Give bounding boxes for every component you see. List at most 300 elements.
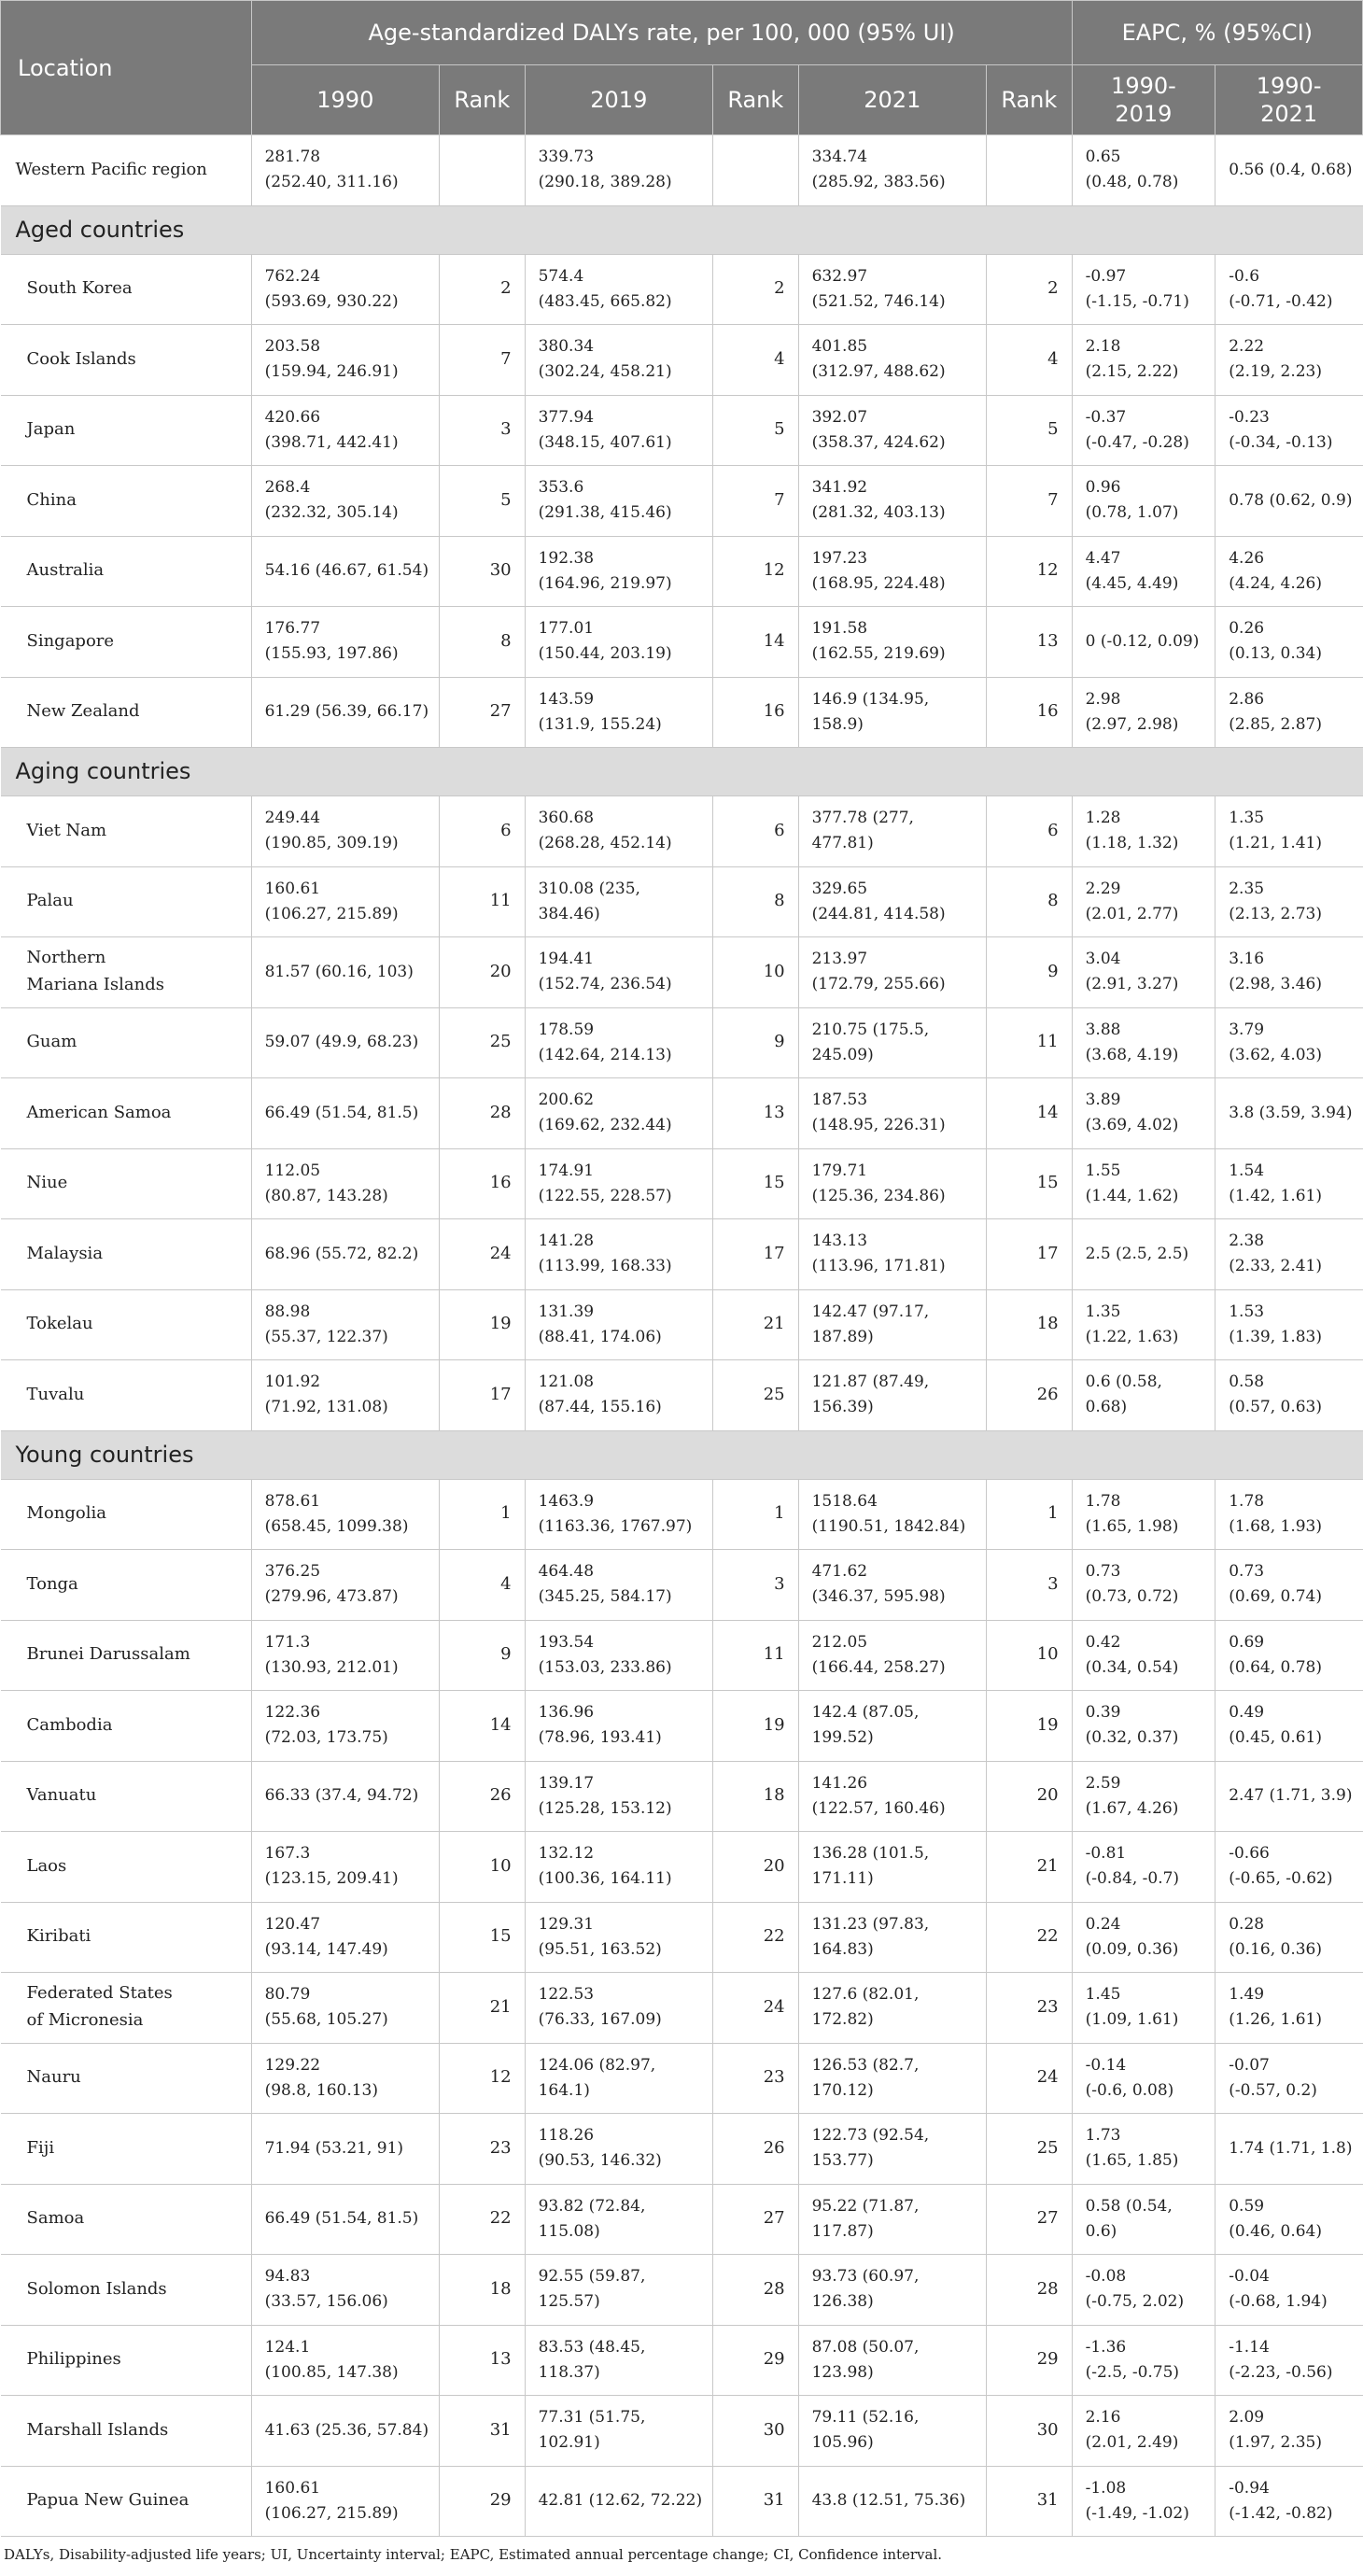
eapc-1990-2021-cell-text: 2.22: [1229, 337, 1265, 357]
rank-2021-cell: [987, 1479, 1073, 1550]
rank-1990-cell-text: 30: [489, 560, 512, 581]
rank-1990-cell: [440, 254, 526, 325]
eapc-1990-2021-cell-text: (2.33, 2.41): [1229, 1257, 1323, 1276]
table-row: [1, 1007, 1363, 1078]
eapc-1990-2021-cell-text: 1.53: [1229, 1302, 1265, 1321]
eapc-1990-2021-cell-text: 2.86: [1229, 689, 1265, 709]
rank-1990-cell: [440, 1289, 526, 1360]
location-cell-text: Tonga: [26, 1573, 78, 1594]
rank-2019-cell-text: 15: [763, 1173, 785, 1193]
dalys-1990-cell-text: 120.47: [264, 1914, 321, 1934]
dalys-1990-cell-text: 249.44: [264, 809, 321, 828]
dalys-2021-cell: [798, 2043, 986, 2114]
eapc-1990-2021-cell-text: 0.69: [1229, 1632, 1265, 1652]
eapc-1990-2019-cell-text: 2.98: [1085, 689, 1121, 709]
rank-1990-cell-text: 31: [489, 2419, 512, 2440]
rank-1990-cell: [440, 1620, 526, 1691]
header-eapc: EAPC, % (95%CI): [1072, 1, 1362, 65]
eapc-1990-2019-cell-text: 0.96: [1085, 478, 1121, 498]
table-row: [1, 536, 1363, 607]
dalys-2021-cell: [798, 1289, 986, 1360]
dalys-2019-cell: [525, 1620, 712, 1691]
eapc-1990-2021-cell: [1215, 466, 1363, 537]
dalys-1990-cell-text: 112.05: [264, 1161, 321, 1180]
rank-1990-cell-text: 26: [489, 1785, 512, 1806]
location-cell: [1, 1902, 252, 1973]
location-cell: [1, 2466, 252, 2537]
location-cell: [1, 1078, 252, 1149]
eapc-1990-2021-cell: [1215, 1550, 1363, 1621]
rank-2019-cell: [713, 135, 799, 206]
dalys-2021-cell-text: (168.95, 224.48): [811, 573, 946, 593]
rank-2019-cell: [713, 1973, 799, 2044]
dalys-1990-cell-text: 878.61: [264, 1491, 321, 1511]
dalys-2021-cell-text: 191.58: [811, 619, 868, 639]
dalys-2019-cell-text: (100.36, 164.11): [538, 1869, 672, 1889]
eapc-1990-2019-cell-text: 2.5 (2.5, 2.5): [1085, 1244, 1189, 1263]
eapc-1990-2019-cell: [1072, 607, 1215, 678]
eapc-1990-2019-cell-text: (2.91, 3.27): [1085, 975, 1179, 994]
eapc-1990-2019-cell-text: -0.81: [1085, 1844, 1127, 1864]
table-row: [1, 2184, 1363, 2255]
table-row: [1, 1289, 1363, 1360]
header-2021: 2021: [798, 65, 986, 135]
eapc-1990-2019-cell-text: -0.08: [1085, 2267, 1127, 2287]
dalys-1990-cell-text: (155.93, 197.86): [264, 644, 399, 664]
rank-2021-cell: [987, 1078, 1073, 1149]
rank-2019-cell-text: 14: [763, 630, 785, 651]
table-row: [1, 2114, 1363, 2185]
dalys-2021-cell: [798, 2466, 986, 2537]
rank-2019-cell-text: 23: [763, 2067, 785, 2088]
rank-2021-cell: [987, 2114, 1073, 2185]
location-cell: [1, 1007, 252, 1078]
rank-2021-cell-text: 5: [1047, 419, 1059, 440]
eapc-1990-2021-cell-text: (1.26, 1.61): [1229, 2010, 1323, 2030]
location-cell-text: Brunei Darussalam: [26, 1644, 190, 1665]
eapc-1990-2019-cell: [1072, 677, 1215, 748]
rank-1990-cell-text: 13: [489, 2349, 512, 2370]
eapc-1990-2021-cell: [1215, 395, 1363, 466]
location-cell-text: Viet Nam: [26, 820, 107, 840]
dalys-2019-cell-text: 194.41: [538, 950, 595, 969]
rank-2019-cell-text: 13: [763, 1102, 785, 1122]
rank-2019-cell: [713, 2114, 799, 2185]
dalys-2021-cell-text: 392.07: [811, 407, 868, 427]
dalys-2021-cell: [798, 325, 986, 396]
dalys-1990-cell-text: 129.22: [264, 2055, 321, 2075]
location-cell: [1, 1289, 252, 1360]
rank-2019-cell: [713, 1691, 799, 1762]
rank-1990-cell-text: 28: [489, 1102, 512, 1122]
dalys-2021-cell-text: 213.97: [811, 950, 868, 969]
rank-2021-cell: [987, 866, 1073, 937]
rank-2021-cell: [987, 1550, 1073, 1621]
dalys-2019-cell: [525, 1007, 712, 1078]
location-cell-text: Kiribati: [26, 1926, 91, 1947]
dalys-1990-cell-text: 376.25: [264, 1562, 321, 1582]
dalys-2019-cell-text: (268.28, 452.14): [538, 834, 672, 853]
dalys-2021-cell-text: (285.92, 383.56): [811, 173, 946, 192]
dalys-2019-cell: [525, 254, 712, 325]
dalys-2021-cell-text: 401.85: [811, 337, 868, 357]
rank-1990-cell-text: 1: [500, 1503, 512, 1524]
eapc-1990-2021-cell-text: -0.04: [1229, 2267, 1270, 2287]
rank-2019-cell-text: 11: [763, 1644, 785, 1665]
dalys-2019-cell-text: 122.53: [538, 1985, 595, 2005]
dalys-2021-cell-text: (1190.51, 1842.84): [811, 1516, 966, 1536]
dalys-2021-cell: [798, 1973, 986, 2044]
dalys-2019-cell-text: (1163.36, 1767.97): [538, 1516, 693, 1536]
eapc-1990-2021-cell: [1215, 1902, 1363, 1973]
rank-2019-cell: [713, 1148, 799, 1219]
table-row: [1, 866, 1363, 937]
rank-2021-cell: [987, 2255, 1073, 2326]
eapc-1990-2019-cell-text: 3.04: [1085, 950, 1121, 969]
eapc-1990-2021-cell-text: (-2.23, -0.56): [1229, 2362, 1333, 2382]
dalys-2019-cell-text: 118.26: [538, 2126, 595, 2146]
rank-2019-cell-text: 27: [763, 2208, 785, 2229]
eapc-1990-2021-cell: [1215, 677, 1363, 748]
eapc-1990-2019-cell-text: 1.73: [1085, 2126, 1121, 2146]
rank-1990-cell: [440, 796, 526, 867]
dalys-2021-cell: [798, 1620, 986, 1691]
dalys-2019-cell-text: 132.12: [538, 1844, 595, 1864]
eapc-1990-2021-cell: [1215, 607, 1363, 678]
eapc-1990-2019-cell-text: (0.34, 0.54): [1085, 1657, 1179, 1677]
rank-2021-cell-text: 24: [1036, 2067, 1059, 2088]
location-cell: [1, 395, 252, 466]
dalys-2021-cell-text: 142.4 (87.05, 199.52): [811, 1703, 920, 1748]
rank-1990-cell: [440, 1078, 526, 1149]
eapc-1990-2021-cell: [1215, 2255, 1363, 2326]
eapc-1990-2021-cell: [1215, 2466, 1363, 2537]
rank-2019-cell: [713, 1902, 799, 1973]
rank-2021-cell: [987, 135, 1073, 206]
table-row: [1, 1479, 1363, 1550]
rank-1990-cell: [440, 2396, 526, 2467]
rank-2019-cell: [713, 325, 799, 396]
dalys-2021-cell: [798, 466, 986, 537]
location-cell-text: Tokelau: [26, 1314, 93, 1334]
location-cell-text: Papua New Guinea: [26, 2490, 190, 2511]
dalys-2021-cell: [798, 2325, 986, 2396]
rank-2021-cell: [987, 937, 1073, 1008]
eapc-1990-2019-cell-text: 0.65: [1085, 148, 1121, 167]
rank-2021-cell: [987, 1973, 1073, 2044]
dalys-1990-cell: [251, 677, 439, 748]
rank-2019-cell-text: 7: [774, 489, 785, 510]
rank-2019-cell-text: 28: [763, 2278, 785, 2299]
dalys-2019-cell-text: 178.59: [538, 1020, 595, 1039]
eapc-1990-2021-cell: [1215, 2043, 1363, 2114]
dalys-2019-cell-text: (291.38, 415.46): [538, 503, 672, 523]
dalys-1990-cell-text: 420.66: [264, 407, 321, 427]
eapc-1990-2021-cell-text: 2.47 (1.71, 3.9): [1229, 1786, 1353, 1806]
eapc-1990-2019-cell: [1072, 866, 1215, 937]
eapc-1990-2019-cell: [1072, 2184, 1215, 2255]
dalys-2019-cell: [525, 395, 712, 466]
eapc-1990-2019-cell-text: (1.65, 1.98): [1085, 1516, 1179, 1536]
dalys-2019-cell: [525, 866, 712, 937]
dalys-2019-cell-text: 83.53 (48.45, 118.37): [538, 2337, 646, 2382]
eapc-1990-2021-cell: [1215, 1761, 1363, 1832]
rank-2019-cell: [713, 1620, 799, 1691]
dalys-1990-cell: [251, 1148, 439, 1219]
location-cell-text: Japan: [26, 419, 76, 440]
eapc-1990-2021-cell: [1215, 2396, 1363, 2467]
dalys-1990-cell: [251, 2043, 439, 2114]
dalys-2021-cell-text: (162.55, 219.69): [811, 644, 946, 664]
eapc-1990-2019-cell: [1072, 1761, 1215, 1832]
dalys-1990-cell-text: 160.61: [264, 879, 321, 898]
eapc-1990-2019-cell: [1072, 1479, 1215, 1550]
dalys-2019-cell-text: 380.34: [538, 337, 595, 357]
dalys-2019-cell: [525, 1832, 712, 1903]
eapc-1990-2021-cell-text: (2.85, 2.87): [1229, 714, 1323, 734]
eapc-1990-2021-cell-text: (4.24, 4.26): [1229, 573, 1323, 593]
rank-1990-cell-text: 9: [500, 1644, 512, 1665]
eapc-1990-2021-cell-text: (2.19, 2.23): [1229, 362, 1323, 382]
eapc-1990-2021-cell-text: 0.73: [1229, 1562, 1265, 1582]
table-row: [1, 1360, 1363, 1431]
dalys-2019-cell-text: 139.17: [538, 1773, 595, 1793]
rank-1990-cell: [440, 2184, 526, 2255]
dalys-1990-cell-text: (106.27, 215.89): [264, 904, 399, 923]
dalys-2021-cell-text: 187.53: [811, 1091, 868, 1110]
dalys-2019-cell: [525, 466, 712, 537]
dalys-2021-cell: [798, 1007, 986, 1078]
rank-1990-cell: [440, 395, 526, 466]
eapc-1990-2019-cell-text: 1.45: [1085, 1985, 1121, 2005]
dalys-2021-cell: [798, 1148, 986, 1219]
dalys-2019-cell: [525, 2396, 712, 2467]
rank-2019-cell-text: 26: [763, 2137, 785, 2158]
dalys-1990-cell-text: 94.83: [264, 2267, 311, 2287]
eapc-1990-2021-cell-text: (1.97, 2.35): [1229, 2433, 1323, 2453]
rank-1990-cell-text: 23: [489, 2137, 512, 2158]
group-header-row: [1, 1430, 1363, 1479]
eapc-1990-2021-cell: [1215, 325, 1363, 396]
rank-1990-cell: [440, 2043, 526, 2114]
dalys-1990-cell-text: 176.77: [264, 619, 321, 639]
table-row: [1, 254, 1363, 325]
dalys-1990-cell: [251, 607, 439, 678]
location-cell: [1, 866, 252, 937]
eapc-1990-2019-cell: [1072, 135, 1215, 206]
rank-1990-cell-text: 2: [500, 278, 512, 299]
dalys-2021-cell-text: (358.37, 424.62): [811, 432, 946, 452]
dalys-2019-cell-text: (131.9, 155.24): [538, 714, 662, 734]
location-cell: [1, 2396, 252, 2467]
header-location: Location: [1, 1, 252, 135]
rank-2021-cell-text: 14: [1036, 1102, 1059, 1122]
eapc-1990-2021-cell-text: 2.09: [1229, 2408, 1265, 2428]
dalys-1990-cell: [251, 2466, 439, 2537]
rank-2021-cell-text: 17: [1036, 1243, 1059, 1263]
rank-1990-cell: [440, 1148, 526, 1219]
dalys-2021-cell-text: (113.96, 171.81): [811, 1257, 946, 1276]
rank-2019-cell-text: 29: [763, 2349, 785, 2370]
rank-1990-cell: [440, 466, 526, 537]
dalys-1990-cell-text: (55.68, 105.27): [264, 2010, 388, 2030]
region-row: [1, 135, 1363, 206]
dalys-1990-cell-text: (123.15, 209.41): [264, 1869, 399, 1889]
dalys-2019-cell-text: (152.74, 236.54): [538, 975, 672, 994]
dalys-1990-cell-text: 41.63 (25.36, 57.84): [264, 2420, 429, 2440]
eapc-1990-2019-cell-text: (3.69, 4.02): [1085, 1116, 1179, 1135]
table-row: [1, 1832, 1363, 1903]
rank-1990-cell: [440, 1007, 526, 1078]
dalys-1990-cell: [251, 2114, 439, 2185]
dalys-1990-cell: [251, 2396, 439, 2467]
dalys-2019-cell: [525, 1973, 712, 2044]
dalys-2021-cell-text: 329.65: [811, 879, 868, 898]
eapc-1990-2021-cell-text: 0.58: [1229, 1372, 1265, 1392]
rank-2021-cell: [987, 325, 1073, 396]
dalys-1990-cell-text: 88.98: [264, 1302, 311, 1321]
rank-2019-cell-text: 22: [763, 1926, 785, 1947]
dalys-1990-cell-text: 268.4: [264, 478, 311, 498]
eapc-1990-2021-cell-text: 1.49: [1229, 1985, 1265, 2005]
dalys-2019-cell: [525, 607, 712, 678]
dalys-2021-cell-text: 197.23: [811, 548, 868, 568]
dalys-1990-cell-text: (71.92, 131.08): [264, 1398, 388, 1417]
location-cell: [1, 1219, 252, 1290]
eapc-1990-2019-cell: [1072, 1078, 1215, 1149]
eapc-1990-2021-cell: [1215, 1691, 1363, 1762]
eapc-1990-2019-cell-text: -0.14: [1085, 2055, 1127, 2075]
dalys-2021-cell-text: 179.71: [811, 1161, 868, 1180]
rank-2019-cell-text: 25: [763, 1384, 785, 1404]
location-cell-text: Vanuatu: [26, 1785, 97, 1806]
dalys-2019-cell: [525, 2184, 712, 2255]
eapc-1990-2019-cell: [1072, 1360, 1215, 1431]
table-row: [1, 1219, 1363, 1290]
rank-1990-cell-text: 18: [489, 2278, 512, 2299]
rank-2021-cell: [987, 1620, 1073, 1691]
dalys-2021-cell-text: (521.52, 746.14): [811, 291, 946, 311]
eapc-1990-2019-cell: [1072, 2255, 1215, 2326]
eapc-1990-2019-cell: [1072, 536, 1215, 607]
dalys-2019-cell: [525, 2114, 712, 2185]
group-title: Young countries: [1, 1430, 1363, 1479]
table-row: [1, 607, 1363, 678]
dalys-2021-cell: [798, 796, 986, 867]
dalys-2021-cell-text: (172.79, 255.66): [811, 975, 946, 994]
rank-2019-cell-text: 10: [763, 961, 785, 981]
rank-2021-cell: [987, 536, 1073, 607]
dalys-2019-cell-text: 143.59: [538, 689, 595, 709]
dalys-2019-cell: [525, 677, 712, 748]
dalys-2019-cell-text: (95.51, 163.52): [538, 1939, 662, 1959]
rank-2019-cell-text: 21: [763, 1314, 785, 1334]
rank-2021-cell-text: 31: [1036, 2490, 1059, 2511]
rank-2021-cell-text: 23: [1036, 1996, 1059, 2017]
rank-1990-cell-text: 6: [500, 820, 512, 840]
eapc-1990-2019-cell-text: 2.59: [1085, 1773, 1121, 1793]
location-cell-text: Tuvalu: [26, 1384, 85, 1404]
eapc-1990-2019-cell-text: 1.78: [1085, 1491, 1121, 1511]
header-rank-2019: Rank: [713, 65, 799, 135]
table-row: [1, 796, 1363, 867]
location-cell: [1, 1620, 252, 1691]
rank-1990-cell: [440, 677, 526, 748]
location-cell-text: Solomon Islands: [26, 2278, 167, 2299]
location-cell-text: Western Pacific region: [15, 159, 207, 179]
eapc-1990-2019-cell: [1072, 1289, 1215, 1360]
dalys-2019-cell-text: (153.03, 233.86): [538, 1657, 672, 1677]
dalys-2019-cell-text: (348.15, 407.61): [538, 432, 672, 452]
eapc-1990-2019-cell-text: 0 (-0.12, 0.09): [1085, 631, 1200, 651]
location-cell-text: Australia: [26, 560, 105, 581]
eapc-1990-2021-cell-text: 1.78: [1229, 1491, 1265, 1511]
eapc-1990-2019-cell-text: -1.08: [1085, 2478, 1127, 2498]
eapc-1990-2021-cell-text: (-0.65, -0.62): [1229, 1869, 1333, 1889]
rank-1990-cell: [440, 1973, 526, 2044]
dalys-2019-cell-text: (76.33, 167.09): [538, 2010, 662, 2030]
location-cell: [1, 254, 252, 325]
rank-1990-cell: [440, 1691, 526, 1762]
group-title: Aging countries: [1, 748, 1363, 796]
location-cell-text: South Korea: [26, 278, 133, 299]
location-cell-text: Nauru: [26, 2067, 81, 2088]
rank-2019-cell: [713, 1550, 799, 1621]
eapc-1990-2019-cell-text: 1.28: [1085, 809, 1121, 828]
dalys-2019-cell-text: (113.99, 168.33): [538, 1257, 672, 1276]
rank-2019-cell: [713, 2466, 799, 2537]
location-cell-text: Samoa: [26, 2208, 85, 2229]
dalys-2019-cell: [525, 1289, 712, 1360]
dalys-1990-cell: [251, 1761, 439, 1832]
rank-2021-cell: [987, 1902, 1073, 1973]
eapc-1990-2021-cell-text: 1.74 (1.71, 1.8): [1229, 2138, 1353, 2158]
dalys-2019-cell: [525, 1902, 712, 1973]
eapc-1990-2019-cell-text: (1.65, 1.85): [1085, 2151, 1179, 2171]
dalys-2019-cell: [525, 135, 712, 206]
rank-2019-cell: [713, 1078, 799, 1149]
eapc-1990-2021-cell-text: (-0.34, -0.13): [1229, 432, 1333, 452]
eapc-1990-2021-cell-text: -0.07: [1229, 2055, 1270, 2075]
dalys-2019-cell: [525, 1078, 712, 1149]
rank-2019-cell: [713, 2255, 799, 2326]
eapc-1990-2021-cell: [1215, 1007, 1363, 1078]
eapc-1990-2019-cell-text: 0.24: [1085, 1914, 1121, 1934]
eapc-1990-2019-cell-text: (-0.6, 0.08): [1085, 2080, 1174, 2100]
dalys-2019-cell-text: (150.44, 203.19): [538, 644, 672, 664]
rank-2019-cell: [713, 2043, 799, 2114]
location-cell: [1, 1479, 252, 1550]
dalys-1990-cell-text: 80.79: [264, 1985, 311, 2005]
eapc-1990-2021-cell-text: (-0.57, 0.2): [1229, 2080, 1317, 2100]
dalys-2019-cell-text: (142.64, 214.13): [538, 1045, 672, 1064]
rank-1990-cell: [440, 866, 526, 937]
rank-2019-cell: [713, 677, 799, 748]
dalys-2021-cell: [798, 607, 986, 678]
rank-1990-cell: [440, 2255, 526, 2326]
dalys-1990-cell: [251, 1902, 439, 1973]
dalys-1990-cell-text: 68.96 (55.72, 82.2): [264, 1244, 419, 1263]
dalys-2021-cell-text: 126.53 (82.7, 170.12): [811, 2055, 920, 2100]
eapc-1990-2019-cell-text: 3.89: [1085, 1091, 1121, 1110]
eapc-1990-2019-cell: [1072, 1832, 1215, 1903]
dalys-2019-cell: [525, 1219, 712, 1290]
rank-2021-cell: [987, 607, 1073, 678]
dalys-1990-cell-text: 66.49 (51.54, 81.5): [264, 1103, 419, 1122]
rank-1990-cell-text: 8: [500, 630, 512, 651]
eapc-1990-2021-cell-text: (2.98, 3.46): [1229, 975, 1323, 994]
eapc-1990-2019-cell-text: (-0.84, -0.7): [1085, 1869, 1180, 1889]
